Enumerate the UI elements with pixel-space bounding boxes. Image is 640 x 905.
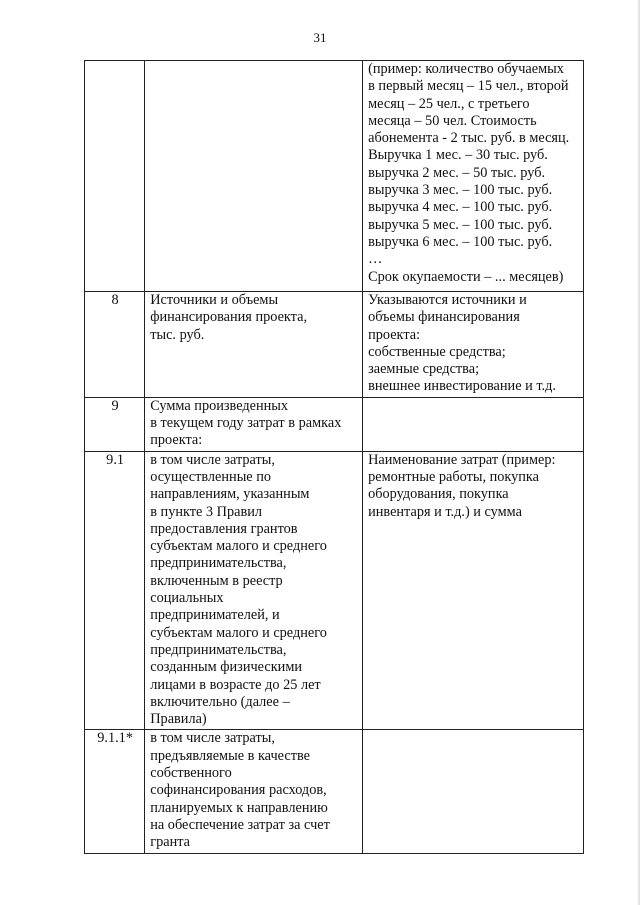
row-description-cell bbox=[363, 397, 584, 451]
row-number-cell bbox=[85, 61, 145, 292]
row-description-cell: (пример: количество обучаемых в первый месяц – 15 чел., второй месяц – 25 чел., с третьего месяца – 50 чел. Стоимость абонемента - 2 тыс. руб. в месяц. Выручка 1 мес. – 30 тыс. руб. выручка 2 мес. – 50 тыс. руб. выручка 3 мес. – 100 тыс. руб. выручка 4 мес. – 100 тыс. руб. выручка 5 мес. – 100 тыс. руб. выручка 6 мес. – 100 тыс. руб. … Срок окупаемости – ... месяцев) bbox=[363, 61, 584, 292]
row-name-cell bbox=[145, 61, 363, 292]
row-description-cell bbox=[363, 730, 584, 853]
row-description-cell: Наименование затрат (пример: ремонтные работы, покупка оборудования, покупка инвентаря и т.д.) и сумма bbox=[363, 451, 584, 730]
row-name-cell: в том числе затраты, осуществленные по направлениям, указанным в пункте 3 Правил предоставления грантов субъектам малого и среднего предпринимательства, включенным в реестр социальных предпринимателей, и субъектам малого и среднего предпринимательства, созданным физическими лицами в возрасте до 25 лет включительно (далее – Правила) bbox=[145, 451, 363, 730]
row-number-cell: 9.1.1* bbox=[85, 730, 145, 853]
row-number-cell: 8 bbox=[85, 292, 145, 398]
project-info-table bbox=[84, 60, 584, 854]
row-description-cell: Указываются источники и объемы финансирования проекта: собственные средства; заемные средства; внешнее инвестирование и т.д. bbox=[363, 292, 584, 398]
table-row bbox=[85, 397, 584, 451]
table-row bbox=[85, 730, 584, 853]
row-number-cell: 9.1 bbox=[85, 451, 145, 730]
row-number-cell: 9 bbox=[85, 397, 145, 451]
page-number: 31 bbox=[313, 30, 327, 45]
row-name-cell: Источники и объемы финансирования проекта, тыс. руб. bbox=[145, 292, 363, 398]
table-row bbox=[85, 451, 584, 730]
row-name-cell: Сумма произведенных в текущем году затрат в рамках проекта: bbox=[145, 397, 363, 451]
table-row bbox=[85, 61, 584, 292]
row-name-cell: в том числе затраты, предъявляемые в качестве собственного софинансирования расходов, планируемых к направлению на обеспечение затрат за счет гранта bbox=[145, 730, 363, 853]
table-row bbox=[85, 292, 584, 398]
